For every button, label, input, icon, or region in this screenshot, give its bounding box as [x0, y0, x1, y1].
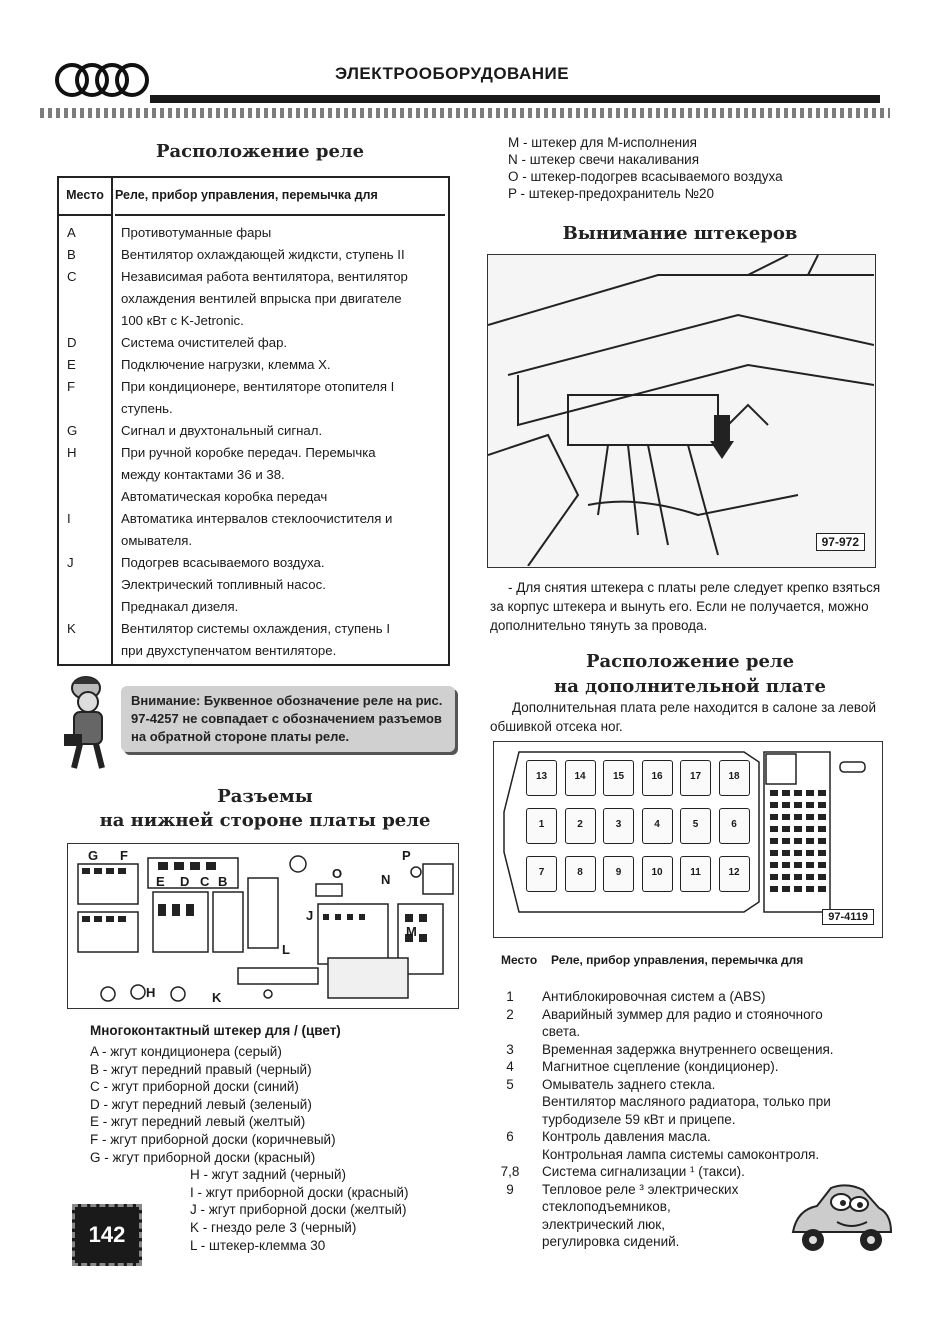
page-header-title: ЭЛЕКТРООБОРУДОВАНИЕ	[335, 64, 570, 83]
row-text: при двухступенчатом вентиляторе.	[121, 643, 337, 658]
row-text: Сигнал и двухтональный сигнал.	[121, 423, 323, 438]
relay-slot: 4	[642, 808, 673, 844]
relay-location-table	[57, 176, 450, 666]
row-text: При ручной коробке передач. Перемычка	[121, 445, 376, 460]
row-text: стеклоподъемников,	[542, 1199, 671, 1214]
row-text: Вентилятор масляного радиатора, только при	[542, 1094, 831, 1109]
pulling-instruction: - Для снятия штекера с платы реле следует крепко взяться за корпус штекера и вынуть его. Если не получается, можно дополнительно тянуть за провода.	[490, 580, 881, 633]
row-text: 100 кВт с K-Jetronic.	[121, 313, 244, 328]
connector-label-d: D	[180, 874, 190, 889]
table-row	[490, 1163, 886, 1181]
row-text: охлаждения вентилей впрыска при двигателе	[121, 291, 402, 306]
row-key: 4	[506, 1059, 514, 1074]
relay-slot: 1	[526, 808, 557, 844]
table-row	[490, 1041, 886, 1059]
header-dotted-rule	[40, 108, 890, 118]
row-text: Противотуманные фары	[121, 225, 272, 240]
additional-board-diagram	[493, 741, 883, 938]
connector-label-f: F	[120, 848, 128, 863]
plug-item-o: O - штекер-подогрев всасываемого воздуха	[508, 169, 783, 184]
table-row	[59, 354, 449, 376]
row-text: света.	[542, 1024, 581, 1039]
table-row	[59, 332, 449, 354]
list-item: F - жгут приборной доски (коричневый)	[90, 1132, 336, 1147]
cartoon-car-icon	[787, 1180, 895, 1258]
attention-note	[121, 686, 455, 752]
row-key: 9	[506, 1181, 514, 1197]
connector-label-j: J	[306, 908, 314, 923]
table-row	[59, 442, 449, 508]
table-row	[59, 266, 449, 332]
list-item: E - жгут передний левый (желтый)	[90, 1114, 306, 1130]
plug-item-m: M - штекер для М-исполнения	[508, 135, 697, 150]
row-text: Система сигнализации ¹ (такси).	[542, 1164, 745, 1179]
connectors-diagram	[67, 843, 459, 1009]
relay-slot: 11	[680, 856, 711, 892]
row-text: Электрический топливный насос.	[121, 577, 326, 592]
connectors-title-line2: на нижней стороне платы реле	[99, 810, 431, 831]
connector-label-g: G	[88, 848, 99, 863]
row-key: E	[67, 357, 76, 372]
row-text: Автоматика интервалов стеклоочистителя и	[121, 511, 393, 526]
attention-text: Буквенное обозначение реле на рис. 97-4257 не совпадает с обозначением разъемов на обратной стороне платы реле.	[131, 693, 443, 744]
header-bar	[150, 95, 880, 103]
row-text: Контрольная лампа системы самоконтроля.	[542, 1146, 820, 1162]
row-key: 2	[506, 1006, 514, 1022]
list-item: G - жгут приборной доски (красный)	[90, 1149, 316, 1165]
row-key: H	[67, 445, 77, 460]
figure-label-97-4119: 97-4119	[822, 909, 874, 925]
row-text: Антиблокировочная систем а (ABS)	[542, 989, 766, 1004]
row-text: Тепловое реле ³ электрических	[542, 1181, 739, 1197]
connector-label-b: B	[218, 874, 228, 889]
relay-slot: 18	[719, 760, 750, 796]
connector-label-k: K	[212, 990, 222, 1005]
row-text: Подключение нагрузки, клемма X.	[121, 357, 331, 372]
connector-label-m: M	[406, 924, 417, 939]
plug-item-p: P - штекер-предохранитель №20	[508, 186, 714, 201]
table-row	[59, 222, 449, 244]
additional-board-description: Дополнительная плата реле находится в салоне за левой обшивкой отсека ног.	[490, 700, 876, 734]
page-number: 142	[72, 1204, 142, 1266]
connector-label-c: C	[200, 874, 210, 889]
figure-label-97-972: 97-972	[816, 533, 865, 551]
column-header-relay-2: Реле, прибор управления, перемычка для	[551, 953, 804, 967]
relay-slot: 13	[526, 760, 557, 796]
row-key: 6	[506, 1129, 514, 1144]
list-item: I - жгут приборной доски (красный)	[190, 1184, 409, 1200]
relay-slot: 16	[642, 760, 673, 796]
relay-slot: 12	[719, 856, 750, 892]
relay-slot: 9	[603, 856, 634, 892]
relay-slot: 15	[603, 760, 634, 796]
row-text: Вентилятор системы охлаждения, ступень I	[121, 621, 390, 636]
table-row	[59, 376, 449, 420]
list-item: D - жгут передний левый (зеленый)	[90, 1096, 312, 1112]
additional-board-title-line2: на дополнительной плате	[554, 676, 826, 697]
row-key: 1	[506, 989, 514, 1004]
connector-label-n: N	[381, 872, 391, 887]
row-text: Преднакал дизеля.	[121, 599, 239, 614]
table-row	[59, 618, 449, 662]
table-row	[59, 552, 449, 618]
connector-label-p: P	[402, 848, 411, 863]
row-text: Временная задержка внутреннего освещения.	[542, 1041, 834, 1057]
plug-removal-drawing	[488, 255, 874, 566]
row-key: 5	[506, 1076, 514, 1092]
list-item: H - жгут задний (черный)	[190, 1167, 346, 1183]
column-header-place-2: Место	[501, 953, 538, 967]
relay-slot: 5	[680, 808, 711, 844]
table-row	[59, 244, 449, 266]
row-key: J	[67, 555, 74, 570]
list-item: B - жгут передний правый (черный)	[90, 1061, 312, 1077]
row-text: При кондиционере, вентиляторе отопителя I	[121, 379, 395, 394]
table-row	[490, 1128, 886, 1163]
row-text: Система очистителей фар.	[121, 335, 288, 350]
additional-board-title-line1: Расположение реле	[585, 651, 795, 672]
connector-label-l: L	[282, 942, 290, 957]
column-header-place: Место	[59, 178, 113, 216]
plug-item-n: N - штекер свечи накаливания	[508, 152, 700, 167]
relay-slot: 14	[565, 760, 596, 796]
row-key: G	[67, 423, 78, 438]
relay-location-title: Расположение реле	[155, 141, 365, 162]
row-key: F	[67, 379, 76, 394]
row-text: Магнитное сцепление (кондиционер).	[542, 1059, 779, 1074]
row-text: Контроль давления масла.	[542, 1129, 711, 1144]
table-row	[59, 420, 449, 442]
table-row	[490, 1058, 886, 1076]
list-item: J - жгут приборной доски (желтый)	[190, 1202, 407, 1218]
connector-label-e: E	[156, 874, 165, 889]
row-key: 3	[506, 1041, 514, 1057]
row-text: регулировка сидений.	[542, 1234, 680, 1249]
relay-slot: 17	[680, 760, 711, 796]
mechanic-figure-icon	[58, 672, 118, 772]
row-key: I	[67, 511, 71, 526]
connectors-title-line1: Разъемы	[217, 786, 313, 807]
row-key: A	[67, 225, 76, 240]
connectors-drawing	[68, 844, 457, 1007]
row-key: D	[67, 335, 77, 350]
relay-slot: 2	[565, 808, 596, 844]
relay-slot: 7	[526, 856, 557, 892]
table-row	[59, 508, 449, 552]
pulling-title: Вынимание штекеров	[562, 223, 798, 244]
relay-slot: 10	[642, 856, 673, 892]
row-text: Подогрев всасываемого воздуха.	[121, 555, 325, 570]
relay-slot: 6	[719, 808, 750, 844]
multicontact-title: Многоконтактный штекер для / (цвет)	[90, 1023, 341, 1038]
table-row	[490, 1006, 886, 1041]
row-text: Омыватель заднего стекла.	[542, 1076, 716, 1092]
list-item: C - жгут приборной доски (синий)	[90, 1079, 299, 1095]
row-key: K	[67, 621, 76, 636]
relay-slot: 8	[565, 856, 596, 892]
row-key: C	[67, 269, 77, 284]
connector-label-h: H	[146, 985, 156, 1000]
row-text: Вентилятор охлаждающей жидксти, ступень II	[121, 247, 405, 262]
list-item: K - гнездо реле 3 (черный)	[190, 1220, 357, 1235]
audi-rings-logo	[52, 60, 152, 100]
list-item: L - штекер-клемма 30	[190, 1237, 326, 1253]
row-text: омывателя.	[121, 533, 193, 548]
row-text: турбодизеле 59 кВт и прицепе.	[542, 1111, 736, 1127]
row-text: Аварийный зуммер для радио и стояночного	[542, 1006, 823, 1022]
connector-label-o: O	[332, 866, 343, 881]
table-row	[490, 988, 886, 1006]
row-key: B	[67, 247, 76, 262]
row-text: электрический люк,	[542, 1216, 665, 1232]
column-header-relay: Реле, прибор управления, перемычка для	[115, 178, 445, 216]
row-text: ступень.	[121, 401, 173, 416]
row-text: Независимая работа вентилятора, вентилятор	[121, 269, 408, 284]
row-key: 7,8	[500, 1164, 520, 1179]
row-text: Автоматическая коробка передач	[121, 489, 328, 504]
relay-slot: 3	[603, 808, 634, 844]
row-text: между контактами 36 и 38.	[121, 467, 285, 482]
attention-label: Внимание:	[131, 693, 201, 708]
table-row	[490, 1076, 886, 1129]
pulling-illustration	[487, 254, 876, 568]
list-item: A - жгут кондиционера (серый)	[90, 1044, 282, 1059]
